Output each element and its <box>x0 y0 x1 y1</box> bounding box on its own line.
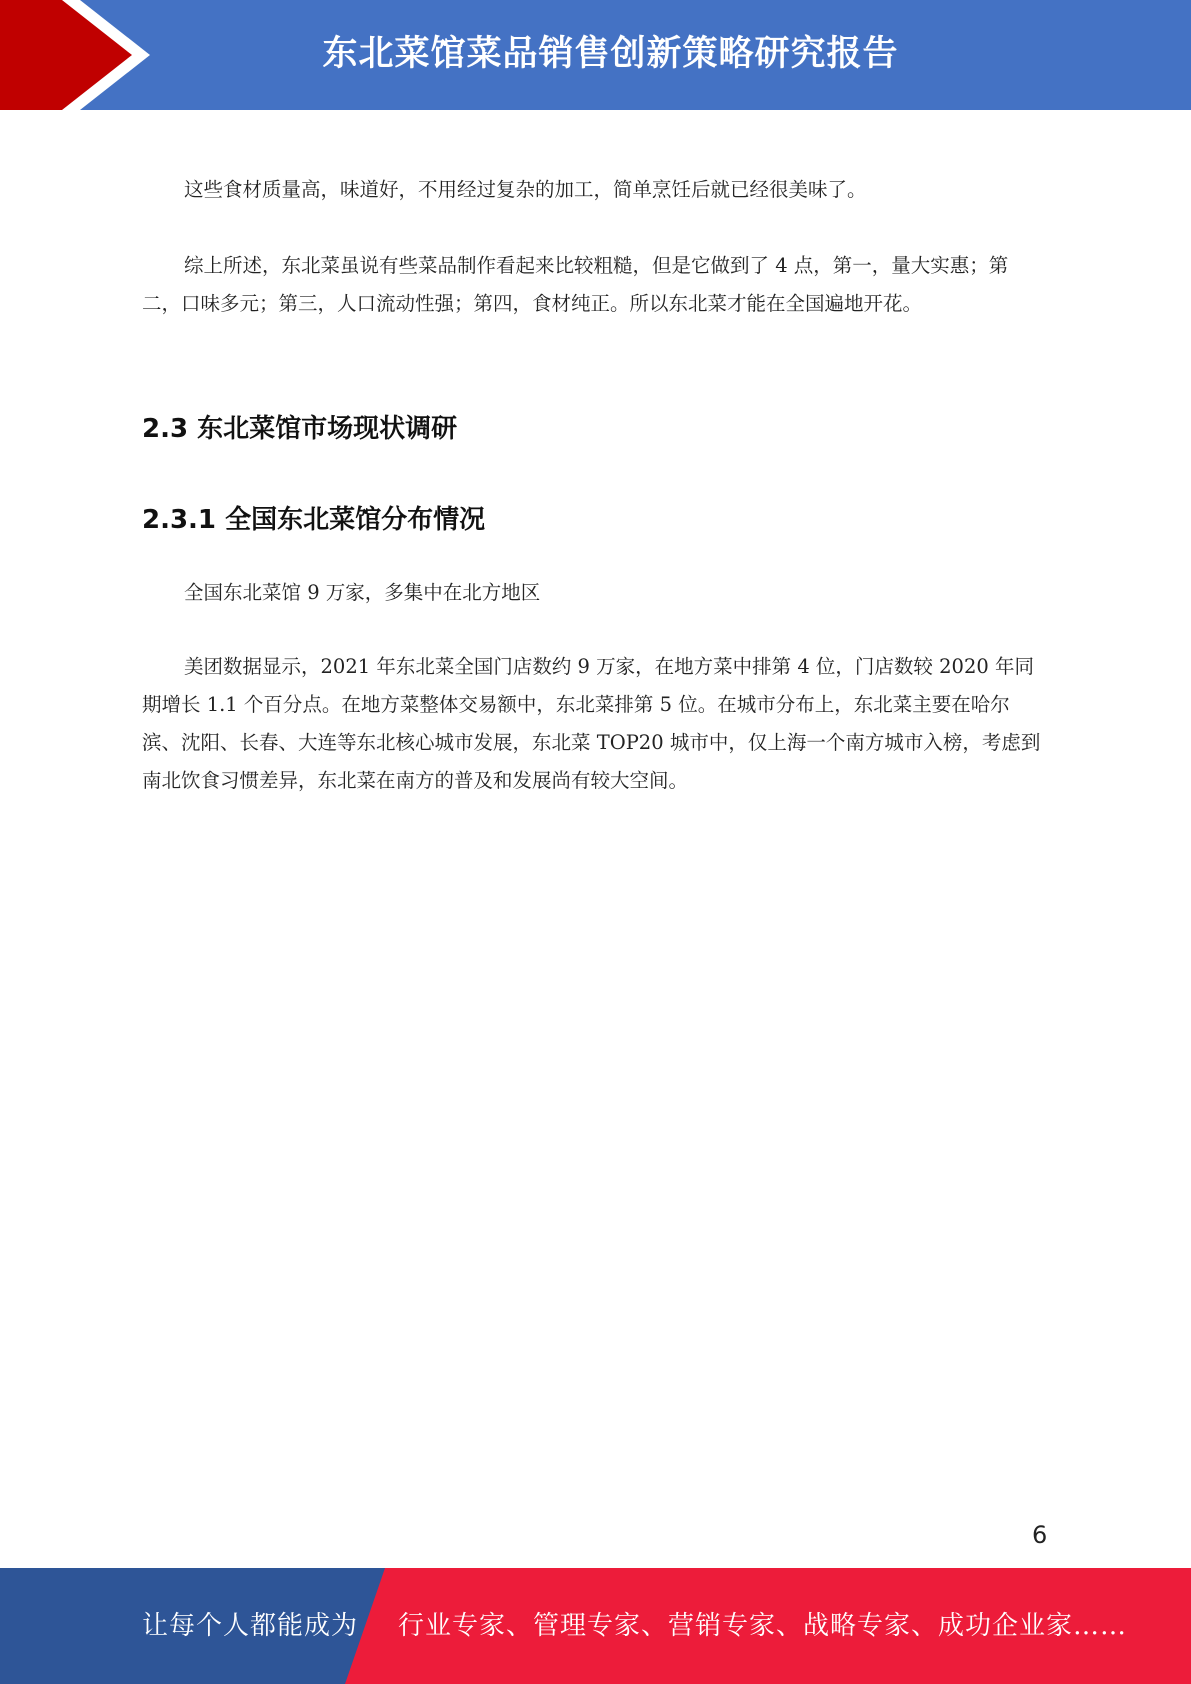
paragraph-meituan-data: 美团数据显示，2021 年东北菜全国门店数约 9 万家，在地方菜中排第 4 位，门店数较 2020 年同期增长 1.1 个百分点。在地方菜整体交易额中，东北菜排第 5 位。在城市分布上，东北菜主要在哈尔滨、沈阳、长春、大连等东北核心城市发展，东北菜 TOP20 城市中，仅上海一个南方城市入榜，考虑到南北饮食习惯差异，东北菜在南方的普及和发展尚有较大空间。 <box>142 655 1041 792</box>
page-header <box>0 0 1191 110</box>
subsection-heading: 2.3.1 全国东北菜馆分布情况 <box>142 505 486 535</box>
section-heading: 2.3 东北菜馆市场现状调研 <box>142 414 458 444</box>
paragraph-store-count: 全国东北菜馆 9 万家，多集中在北方地区 <box>184 581 541 604</box>
report-title: 东北菜馆菜品销售创新策略研究报告 <box>322 34 899 74</box>
footer-slogan-left: 让每个人都能成为 <box>142 1611 359 1641</box>
paragraph-ingredients: 这些食材质量高，味道好，不用经过复杂的加工，简单烹饪后就已经很美味了。 <box>184 178 867 201</box>
page-footer <box>0 1568 1191 1684</box>
paragraph-summary: 综上所述，东北菜虽说有些菜品制作看起来比较粗糙，但是它做到了 4 点，第一，量大实惠；第二，口味多元；第三，人口流动性强；第四，食材纯正。所以东北菜才能在全国遍地开花。 <box>142 254 1009 315</box>
footer-slogan-right: 行业专家、管理专家、营销专家、战略专家、成功企业家…… <box>398 1611 1128 1641</box>
page-number: 6 <box>1032 1521 1048 1549</box>
